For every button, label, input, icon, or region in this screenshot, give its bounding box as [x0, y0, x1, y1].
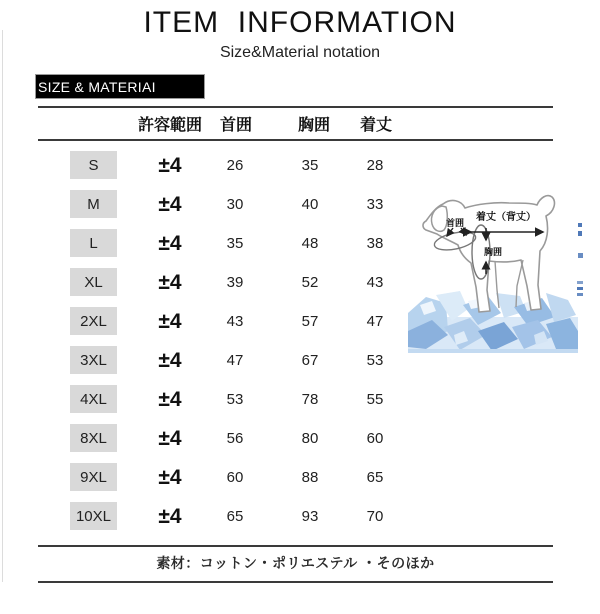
clipped-text-fragment	[577, 287, 583, 290]
size-label: 2XL	[70, 307, 117, 335]
length-value: 28	[366, 157, 384, 174]
size-label: 4XL	[70, 385, 117, 413]
size-label: S	[70, 151, 117, 179]
tolerance-value: ±4	[158, 387, 182, 411]
table-row	[38, 380, 553, 419]
chest-value: 80	[301, 430, 319, 447]
tolerance-value: ±4	[158, 309, 182, 333]
neck-value: 53	[226, 391, 244, 408]
neck-value: 47	[226, 352, 244, 369]
neck-value: 26	[226, 157, 244, 174]
tolerance-value: ±4	[158, 192, 182, 216]
length-value: 38	[366, 235, 384, 252]
tolerance-value: ±4	[158, 348, 182, 372]
footer-bottom-rule	[38, 581, 553, 583]
size-label: 8XL	[70, 424, 117, 452]
neck-value: 56	[226, 430, 244, 447]
column-header-length: 着丈	[359, 117, 392, 134]
section-header-bar	[35, 74, 205, 99]
chest-value: 35	[301, 157, 319, 174]
tolerance-value: ±4	[158, 504, 182, 528]
back-length-label: 着丈（背丈）	[476, 212, 536, 223]
dog-measurement-diagram	[405, 190, 590, 360]
table-row	[38, 497, 553, 536]
neck-value: 43	[226, 313, 244, 330]
neck-value: 35	[226, 235, 244, 252]
clipped-text-fragment	[577, 281, 583, 284]
clipped-text-fragment	[578, 253, 583, 258]
size-label: 10XL	[70, 502, 117, 530]
size-label: XL	[70, 268, 117, 296]
tolerance-value: ±4	[158, 153, 182, 177]
chest-label: 胸囲	[483, 247, 503, 257]
column-header-chest: 胸囲	[297, 117, 330, 134]
page-subtitle: Size&Material notation	[219, 44, 381, 61]
clipped-text-fragment	[578, 231, 582, 236]
neck-value: 39	[226, 274, 244, 291]
section-header-label: SIZE & MATERIAI	[38, 78, 156, 95]
chest-value: 57	[301, 313, 319, 330]
table-row	[38, 419, 553, 458]
chest-value: 40	[301, 196, 319, 213]
clipped-text-fragment	[578, 223, 582, 227]
length-value: 65	[366, 469, 384, 486]
page-edge-line	[2, 30, 3, 582]
tolerance-value: ±4	[158, 465, 182, 489]
neck-value: 60	[226, 469, 244, 486]
table-header-rule	[38, 139, 553, 141]
length-value: 53	[366, 352, 384, 369]
column-header-tolerance: 許容範囲	[137, 117, 202, 134]
material-note: 素材：コットン・ポリエステル ・そのほか	[156, 555, 435, 571]
chest-value: 93	[301, 508, 319, 525]
chest-value: 78	[301, 391, 319, 408]
neck-value: 30	[226, 196, 244, 213]
clipped-text-fragment	[577, 293, 583, 296]
length-value: 43	[366, 274, 384, 291]
neck-label: 首囲	[445, 218, 465, 228]
chest-value: 52	[301, 274, 319, 291]
length-value: 70	[366, 508, 384, 525]
length-value: 55	[366, 391, 384, 408]
size-label: M	[70, 190, 117, 218]
size-label: 9XL	[70, 463, 117, 491]
length-value: 33	[366, 196, 384, 213]
length-value: 60	[366, 430, 384, 447]
tolerance-value: ±4	[158, 426, 182, 450]
size-label: L	[70, 229, 117, 257]
neck-value: 65	[226, 508, 244, 525]
chest-value: 88	[301, 469, 319, 486]
table-row	[38, 146, 553, 185]
column-header-neck: 首囲	[219, 117, 252, 134]
chest-value: 48	[301, 235, 319, 252]
table-row	[38, 458, 553, 497]
tolerance-value: ±4	[158, 231, 182, 255]
tolerance-value: ±4	[158, 270, 182, 294]
size-label: 3XL	[70, 346, 117, 374]
length-value: 47	[366, 313, 384, 330]
chest-value: 67	[301, 352, 319, 369]
page-title: ITEM INFORMATION	[143, 6, 457, 39]
